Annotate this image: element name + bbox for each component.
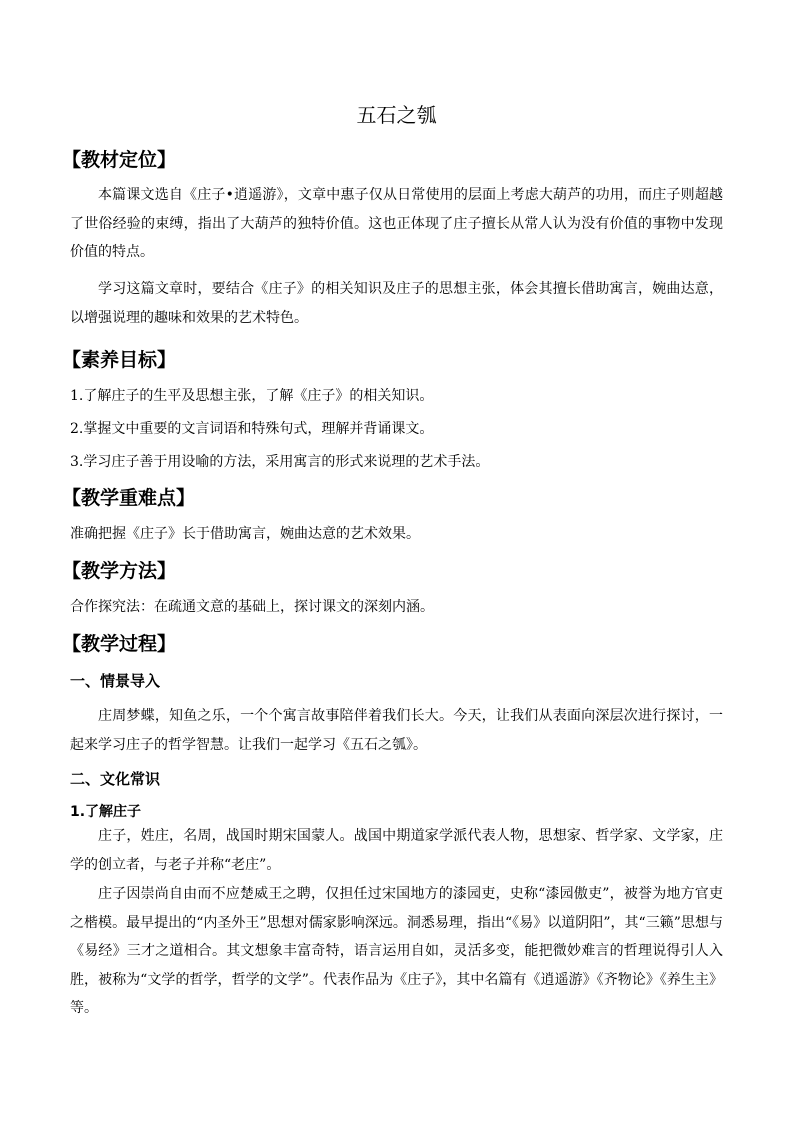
goal-item-3: 3.学习庄子善于用设喻的方法，采用寓言的形式来说理的艺术手法。 xyxy=(70,454,490,470)
document-title: 五石之瓠 xyxy=(356,103,437,127)
heading-methods: 【教学方法】 xyxy=(62,560,177,582)
intro-paragraph: 庄周梦蝶，知鱼之乐，一个个寓言故事陪伴着我们长大。今天，让我们从表面向深层次进行探讨，一起来学习庄子的哲学智慧。让我们一起学习《五石之瓠》。 xyxy=(70,708,723,753)
subheading-culture: 二、文化常识 xyxy=(70,770,161,788)
heading-goals: 【素养目标】 xyxy=(62,349,177,371)
heading-positioning: 【教材定位】 xyxy=(62,149,177,171)
zhuangzi-paragraph-1: 庄子，姓庄，名周，战国时期宋国蒙人。战国中期道家学派代表人物，思想家、哲学家、文学家，庄学的创立者，与老子并称“老庄”。 xyxy=(70,828,723,873)
positioning-paragraph-1: 本篇课文选自《庄子•逍遥游》，文章中惠子仅从日常使用的层面上考虑大葫芦的功用，而庄子则超越了世俗经验的束缚，指出了大葫芦的独特价值。这也正体现了庄子擅长从常人认为没有价值的事物中发现价值的特点。 xyxy=(70,187,723,260)
subheading-zhuangzi: 1.了解庄子 xyxy=(70,804,142,820)
goal-item-1: 1.了解庄子的生平及思想主张，了解《庄子》的相关知识。 xyxy=(70,388,434,404)
heading-process: 【教学过程】 xyxy=(62,633,177,655)
subheading-intro: 一、情景导入 xyxy=(70,672,161,690)
positioning-paragraph-2: 学习这篇文章时，要结合《庄子》的相关知识及庄子的思想主张，体会其擅长借助寓言，婉曲达意，以增强说理的趣味和效果的艺术特色。 xyxy=(70,281,723,326)
methods-text: 合作探究法：在疏通文意的基础上，探讨课文的深刻内涵。 xyxy=(70,599,434,615)
heading-keypoints: 【教学重难点】 xyxy=(62,487,196,509)
keypoints-text: 准确把握《庄子》长于借助寓言，婉曲达意的艺术效果。 xyxy=(70,526,420,542)
goal-item-2: 2.掌握文中重要的文言词语和特殊句式，理解并背诵课文。 xyxy=(70,421,434,437)
zhuangzi-paragraph-2: 庄子因崇尚自由而不应楚威王之聘，仅担任过宋国地方的漆园吏，史称“漆园傲吏”，被誉为地方官吏之楷模。最早提出的“内圣外王”思想对儒家影响深远。洞悉易理，指出“《易》以道阴阳”，其“三籁”思想与《易经》三才之道相合。其文想象丰富奇特，语言运用自如，灵活多变，能把微妙难言的哲理说得引人入胜，被称为“文学的哲学，哲学的文学”。代表作品为《庄子》，其中名篇有《逍遥游》《齐物论》《养生主》等。 xyxy=(70,886,723,1016)
